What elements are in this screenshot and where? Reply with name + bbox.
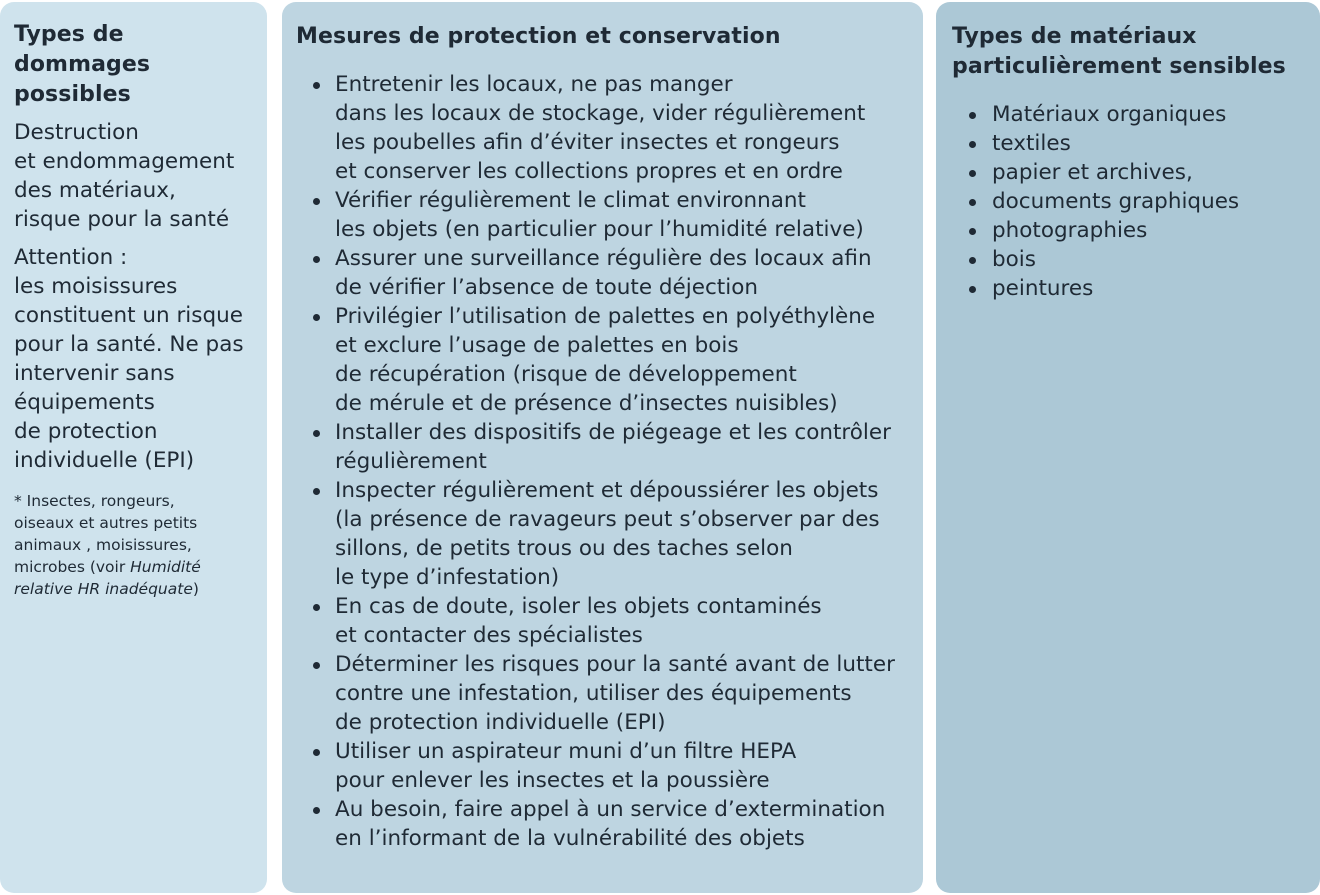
bullet-icon — [313, 314, 320, 321]
measure-item-text: Assurer une surveillance régulière des locaux afin de vérifier l’absence de toute déjection — [335, 246, 872, 300]
material-item — [952, 158, 1304, 187]
bullet-icon — [313, 82, 320, 89]
footnote-close: ) — [192, 580, 199, 598]
measure-item-text: Installer des dispositifs de piégeage et les contrôler régulièrement — [335, 420, 891, 474]
bullet-icon — [313, 198, 320, 205]
damage-types-panel — [0, 2, 267, 893]
bullet-icon — [969, 112, 976, 119]
measure-item — [296, 70, 909, 186]
measure-item — [296, 186, 909, 244]
measure-item — [296, 244, 909, 302]
bullet-icon — [969, 286, 976, 293]
bullet-icon — [969, 257, 976, 264]
bullet-icon — [313, 430, 320, 437]
measure-item-text: Utiliser un aspirateur muni d’un filtre HEPA pour enlever les insectes et la poussière — [335, 739, 797, 793]
material-item — [952, 100, 1304, 129]
damage-types-heading: Types de dommages possibles — [14, 22, 151, 107]
protection-measures-heading: Mesures de protection et conservation — [296, 24, 781, 49]
measure-item — [296, 418, 909, 476]
material-item-text: peintures — [992, 276, 1094, 301]
measure-item-text: En cas de doute, isoler les objets contaminés et contacter des spécialistes — [335, 594, 822, 648]
sensitive-materials-list — [952, 100, 1304, 303]
material-item — [952, 187, 1304, 216]
footnote-text: * Insectes, rongeurs, oiseaux et autres petits animaux , moisissures, microbes (voir — [14, 492, 198, 576]
material-item — [952, 245, 1304, 274]
bullet-icon — [313, 604, 320, 611]
measure-item — [296, 592, 909, 650]
bullet-icon — [313, 488, 320, 495]
protection-measures-list — [296, 70, 909, 853]
bullet-icon — [969, 199, 976, 206]
material-item — [952, 216, 1304, 245]
measure-item-text: Vérifier régulièrement le climat environnant les objets (en particulier pour l’humidité relative) — [335, 188, 864, 242]
footnote — [14, 490, 253, 600]
bullet-icon — [969, 141, 976, 148]
measure-item — [296, 302, 909, 418]
material-item-text: photographies — [992, 218, 1148, 243]
bullet-icon — [313, 662, 320, 669]
bullet-icon — [969, 170, 976, 177]
material-item-text: Matériaux organiques — [992, 102, 1227, 127]
material-item-text: documents graphiques — [992, 189, 1240, 214]
damage-description: Destruction et endommagement des matériaux, risque pour la santé — [14, 120, 235, 232]
bullet-icon — [969, 228, 976, 235]
measure-item — [296, 476, 909, 592]
sensitive-materials-heading: Types de matériaux particulièrement sensibles — [952, 24, 1286, 79]
measure-item — [296, 650, 909, 737]
footnote-reference: Humidité relative HR inadéquate — [14, 558, 201, 598]
material-item-text: papier et archives, — [992, 160, 1193, 185]
measure-item-text: Inspecter régulièrement et dépoussiérer les objets (la présence de ravageurs peut s’observer par des sillons, de petits trous ou des taches selon le type d’infestation) — [335, 478, 880, 590]
measure-item — [296, 737, 909, 795]
material-item-text: bois — [992, 247, 1036, 272]
bullet-icon — [313, 807, 320, 814]
bullet-icon — [313, 256, 320, 263]
health-warning: Attention : les moisissures constituent un risque pour la santé. Ne pas intervenir sans équipements de protection individuelle (EPI) — [14, 245, 244, 473]
material-item — [952, 129, 1304, 158]
measure-item-text: Privilégier l’utilisation de palettes en polyéthylène et exclure l’usage de palettes en bois de récupération (risque de développement de mérule et de présence d’insectes nuisibles) — [335, 304, 876, 416]
protection-measures-panel — [282, 2, 923, 893]
measure-item-text: Au besoin, faire appel à un service d’extermination en l’informant de la vulnérabilité des objets — [335, 797, 886, 851]
measure-item-text: Entretenir les locaux, ne pas manger dans les locaux de stockage, vider régulièrement les poubelles afin d’éviter insectes et rongeurs et conserver les collections propres et en ordre — [335, 72, 866, 184]
bullet-icon — [313, 749, 320, 756]
material-item — [952, 274, 1304, 303]
sensitive-materials-panel — [936, 2, 1320, 893]
measure-item-text: Déterminer les risques pour la santé avant de lutter contre une infestation, utiliser des équipements de protection individuelle (EPI) — [335, 652, 895, 735]
measure-item — [296, 795, 909, 853]
material-item-text: textiles — [992, 131, 1071, 156]
